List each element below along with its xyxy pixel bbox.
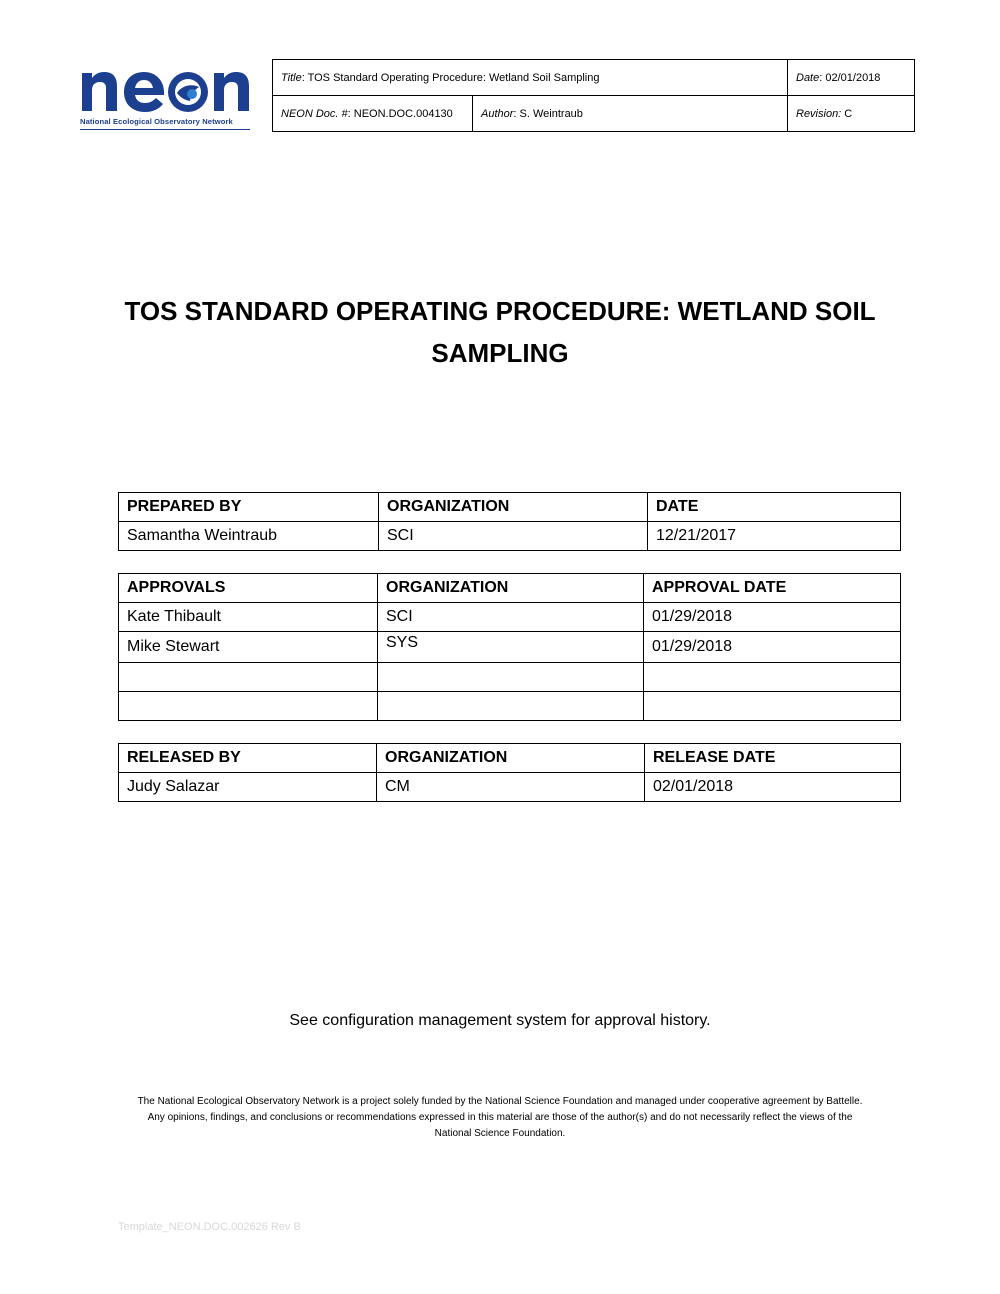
table-cell: Kate Thibault: [119, 603, 378, 632]
table-header-row: [119, 574, 901, 603]
table-cell: [378, 692, 644, 721]
table-cell: 12/21/2017: [648, 522, 901, 551]
title-value: : TOS Standard Operating Procedure: Wetland Soil Sampling: [301, 71, 600, 84]
title-label: Title: [281, 71, 302, 84]
table-cell: Judy Salazar: [119, 773, 377, 802]
approvals-table: [118, 573, 901, 721]
funding-disclaimer: [110, 1094, 890, 1142]
table-cell: [644, 692, 901, 721]
column-header: ORGANIZATION: [379, 493, 648, 522]
table-row: [119, 663, 901, 692]
table-cell: [119, 663, 378, 692]
neon-wordmark: [80, 63, 250, 113]
prepared-by-table: [118, 492, 901, 551]
table-header-row: [119, 493, 901, 522]
table-cell: CM: [377, 773, 645, 802]
header-revision-cell: [788, 96, 915, 132]
column-header: PREPARED BY: [119, 493, 379, 522]
column-header: ORGANIZATION: [377, 744, 645, 773]
template-id: Template_NEON.DOC.002626 Rev B: [118, 1221, 301, 1233]
header-title-cell: [273, 60, 788, 96]
logo-divider: [80, 129, 250, 130]
header-date-cell: [788, 60, 915, 96]
header-author-cell: [473, 96, 788, 132]
table-cell: 01/29/2018: [644, 632, 901, 663]
released-by-table: [118, 743, 901, 802]
table-cell: 01/29/2018: [644, 603, 901, 632]
table-row: [119, 603, 901, 632]
doc-label: NEON Doc. #: [281, 107, 348, 120]
column-header: DATE: [648, 493, 901, 522]
author-label: Author: [481, 107, 514, 120]
table-row: [119, 773, 901, 802]
neon-logo: [80, 63, 252, 131]
disclaimer-line-3: National Science Foundation.: [434, 1128, 566, 1139]
table-cell: [644, 663, 901, 692]
header-doc-cell: [273, 96, 473, 132]
document-header-table: [272, 59, 915, 132]
table-cell: 02/01/2018: [645, 773, 901, 802]
table-cell: SYS: [378, 632, 644, 663]
table-cell: Mike Stewart: [119, 632, 378, 663]
config-management-note: See configuration management system for approval history.: [289, 1012, 711, 1029]
revision-value: C: [841, 107, 853, 120]
column-header: ORGANIZATION: [378, 574, 644, 603]
revision-label: Revision:: [796, 107, 842, 120]
author-value: : S. Weintraub: [513, 107, 583, 120]
disclaimer-line-1: The National Ecological Observatory Network is a project solely funded by the National Science Foundation and managed under cooperative agreement by Battelle.: [137, 1096, 863, 1107]
column-header: APPROVALS: [119, 574, 378, 603]
column-header: RELEASE DATE: [645, 744, 901, 773]
date-label: Date: [796, 71, 820, 84]
title-line-1: TOS STANDARD OPERATING PROCEDURE: WETLAND SOIL: [124, 296, 876, 326]
column-header: RELEASED BY: [119, 744, 377, 773]
date-value: : 02/01/2018: [819, 71, 881, 84]
table-cell: [119, 692, 378, 721]
table-cell: SCI: [379, 522, 648, 551]
document-title: [100, 290, 900, 374]
table-row: [119, 692, 901, 721]
doc-value: : NEON.DOC.004130: [347, 107, 453, 120]
table-row: [119, 632, 901, 663]
logo-subtitle: National Ecological Observatory Network: [80, 117, 233, 126]
table-cell: SCI: [378, 603, 644, 632]
table-cell: [378, 663, 644, 692]
table-row: [119, 522, 901, 551]
table-header-row: [119, 744, 901, 773]
table-cell: Samantha Weintraub: [119, 522, 379, 551]
column-header: APPROVAL DATE: [644, 574, 901, 603]
disclaimer-line-2: Any opinions, findings, and conclusions or recommendations expressed in this material are those of the author(s) and do not necessarily reflect the views of the: [147, 1112, 853, 1123]
title-line-2: SAMPLING: [431, 338, 569, 368]
